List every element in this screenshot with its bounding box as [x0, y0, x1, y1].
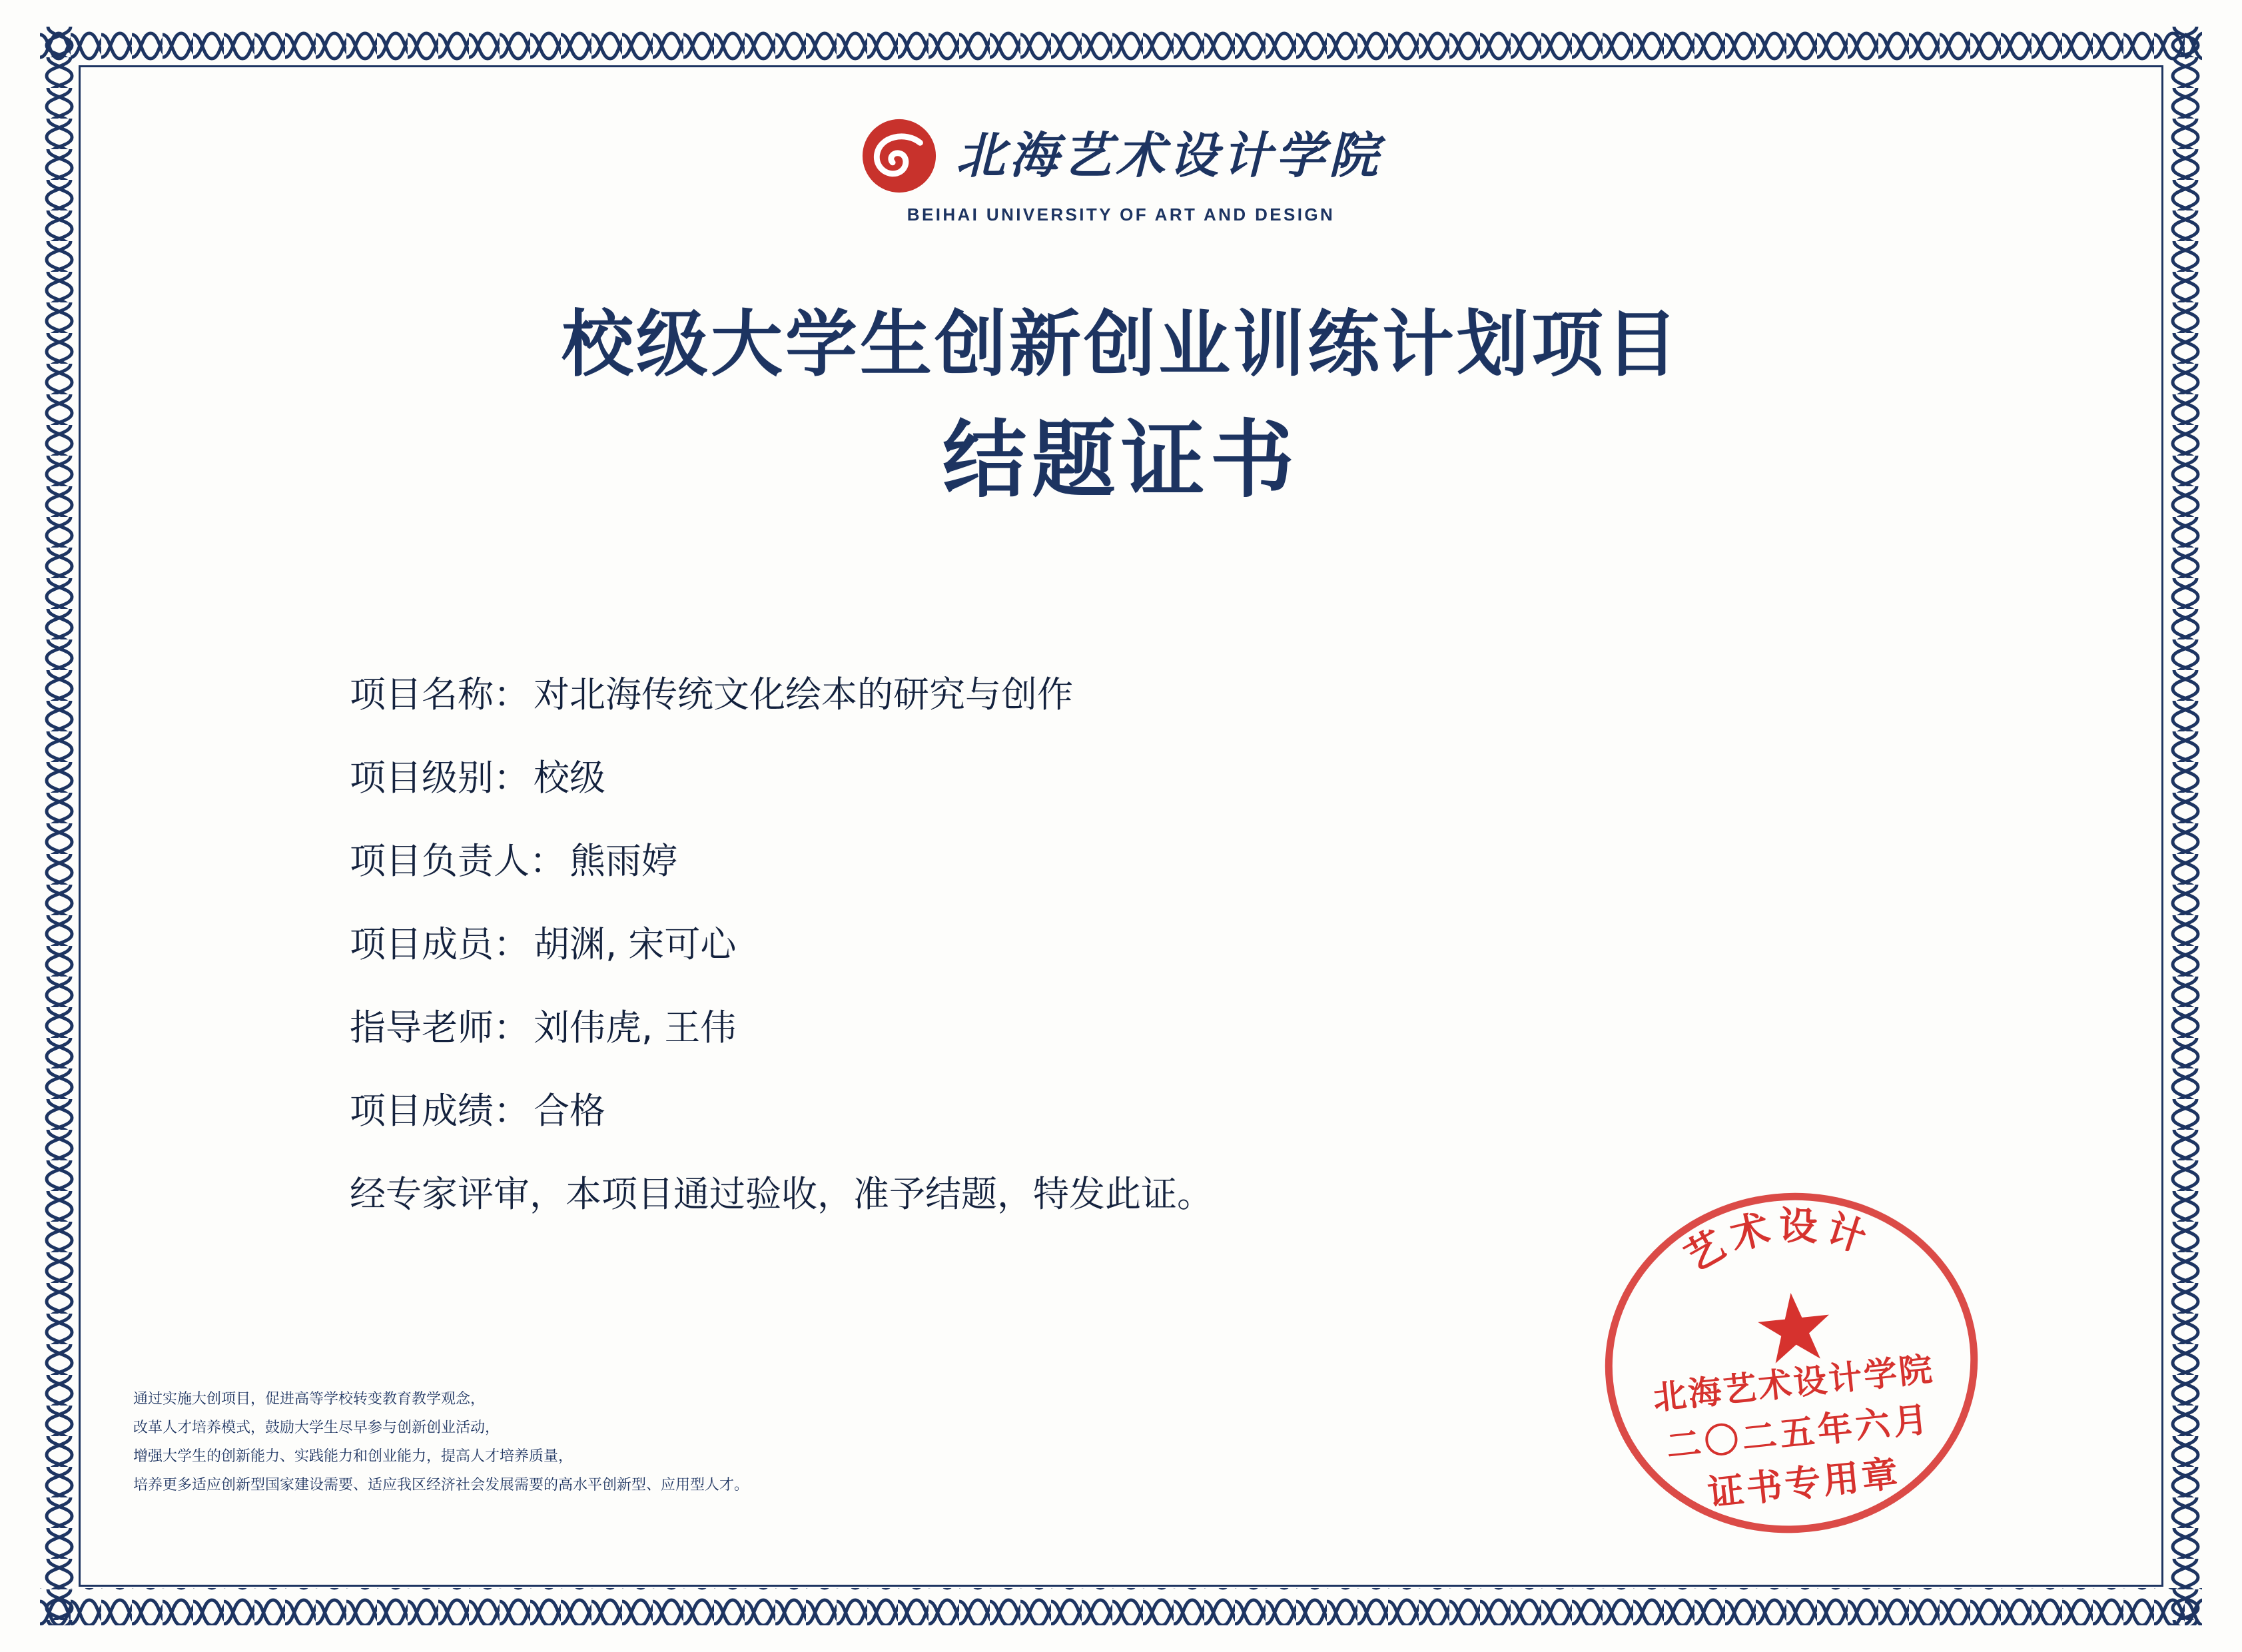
certificate-title-line2: 结题证书 — [942, 410, 1300, 509]
official-seal — [1573, 1158, 2023, 1573]
spiral-wave-logo-icon — [860, 117, 938, 195]
field-value: 合格 — [534, 1090, 605, 1132]
field-label: 指导老师： — [350, 1007, 530, 1048]
seal-org-name: 北海艺术设计学院 — [1651, 1348, 1936, 1418]
footnote-block — [133, 1386, 1066, 1500]
field-row — [350, 1082, 1882, 1134]
institution-logo-block — [0, 117, 2242, 225]
seal-arc-label: 艺术设计 — [1677, 1202, 1878, 1280]
certificate-fields — [350, 666, 1882, 1217]
field-label: 项目负责人： — [350, 840, 565, 882]
seal-date: 二〇二五年六月 — [1664, 1398, 1934, 1467]
field-label: 项目名称： — [350, 673, 530, 715]
field-value: 对北海传统文化绘本的研究与创作 — [534, 673, 1073, 715]
footnote-line: 通过实施大创项目，促进高等学校转变教育教学观念， — [133, 1391, 486, 1408]
field-label: 项目成员： — [350, 923, 530, 965]
footnote-line: 增强大学生的创新能力、实践能力和创业能力，提高人才培养质量， — [133, 1447, 573, 1465]
field-row — [350, 666, 1882, 717]
certificate-title-line1: 校级大学生创新创业训练计划项目 — [561, 302, 1681, 386]
institution-name-cn: 北海艺术设计学院 — [956, 127, 1382, 185]
field-row — [350, 916, 1882, 967]
field-row — [350, 999, 1882, 1050]
field-value: 熊雨婷 — [569, 840, 677, 882]
field-row — [350, 749, 1882, 801]
field-value: 校级 — [534, 757, 605, 799]
field-label: 项目级别： — [350, 757, 530, 799]
seal-kind: 证书专用章 — [1705, 1451, 1903, 1515]
field-value: 刘伟虎, 王伟 — [534, 1007, 737, 1048]
svg-text:艺术设计 — [1674, 1193, 1882, 1282]
certificate-statement: 经专家评审，本项目通过验收，准予结题，特发此证。 — [350, 1173, 1213, 1215]
field-value: 胡渊, 宋可心 — [534, 923, 737, 965]
footnote-line: 改革人才培养模式，鼓励大学生尽早参与创新创业活动， — [133, 1419, 500, 1436]
footnote-line: 培养更多适应创新型国家建设需要、适应我区经济社会发展需要的高水平创新型、应用型人才。 — [133, 1476, 749, 1493]
field-row — [350, 833, 1882, 884]
field-label: 项目成绩： — [350, 1090, 530, 1132]
institution-name-en: BEIHAI UNIVERSITY OF ART AND DESIGN — [907, 205, 1335, 224]
